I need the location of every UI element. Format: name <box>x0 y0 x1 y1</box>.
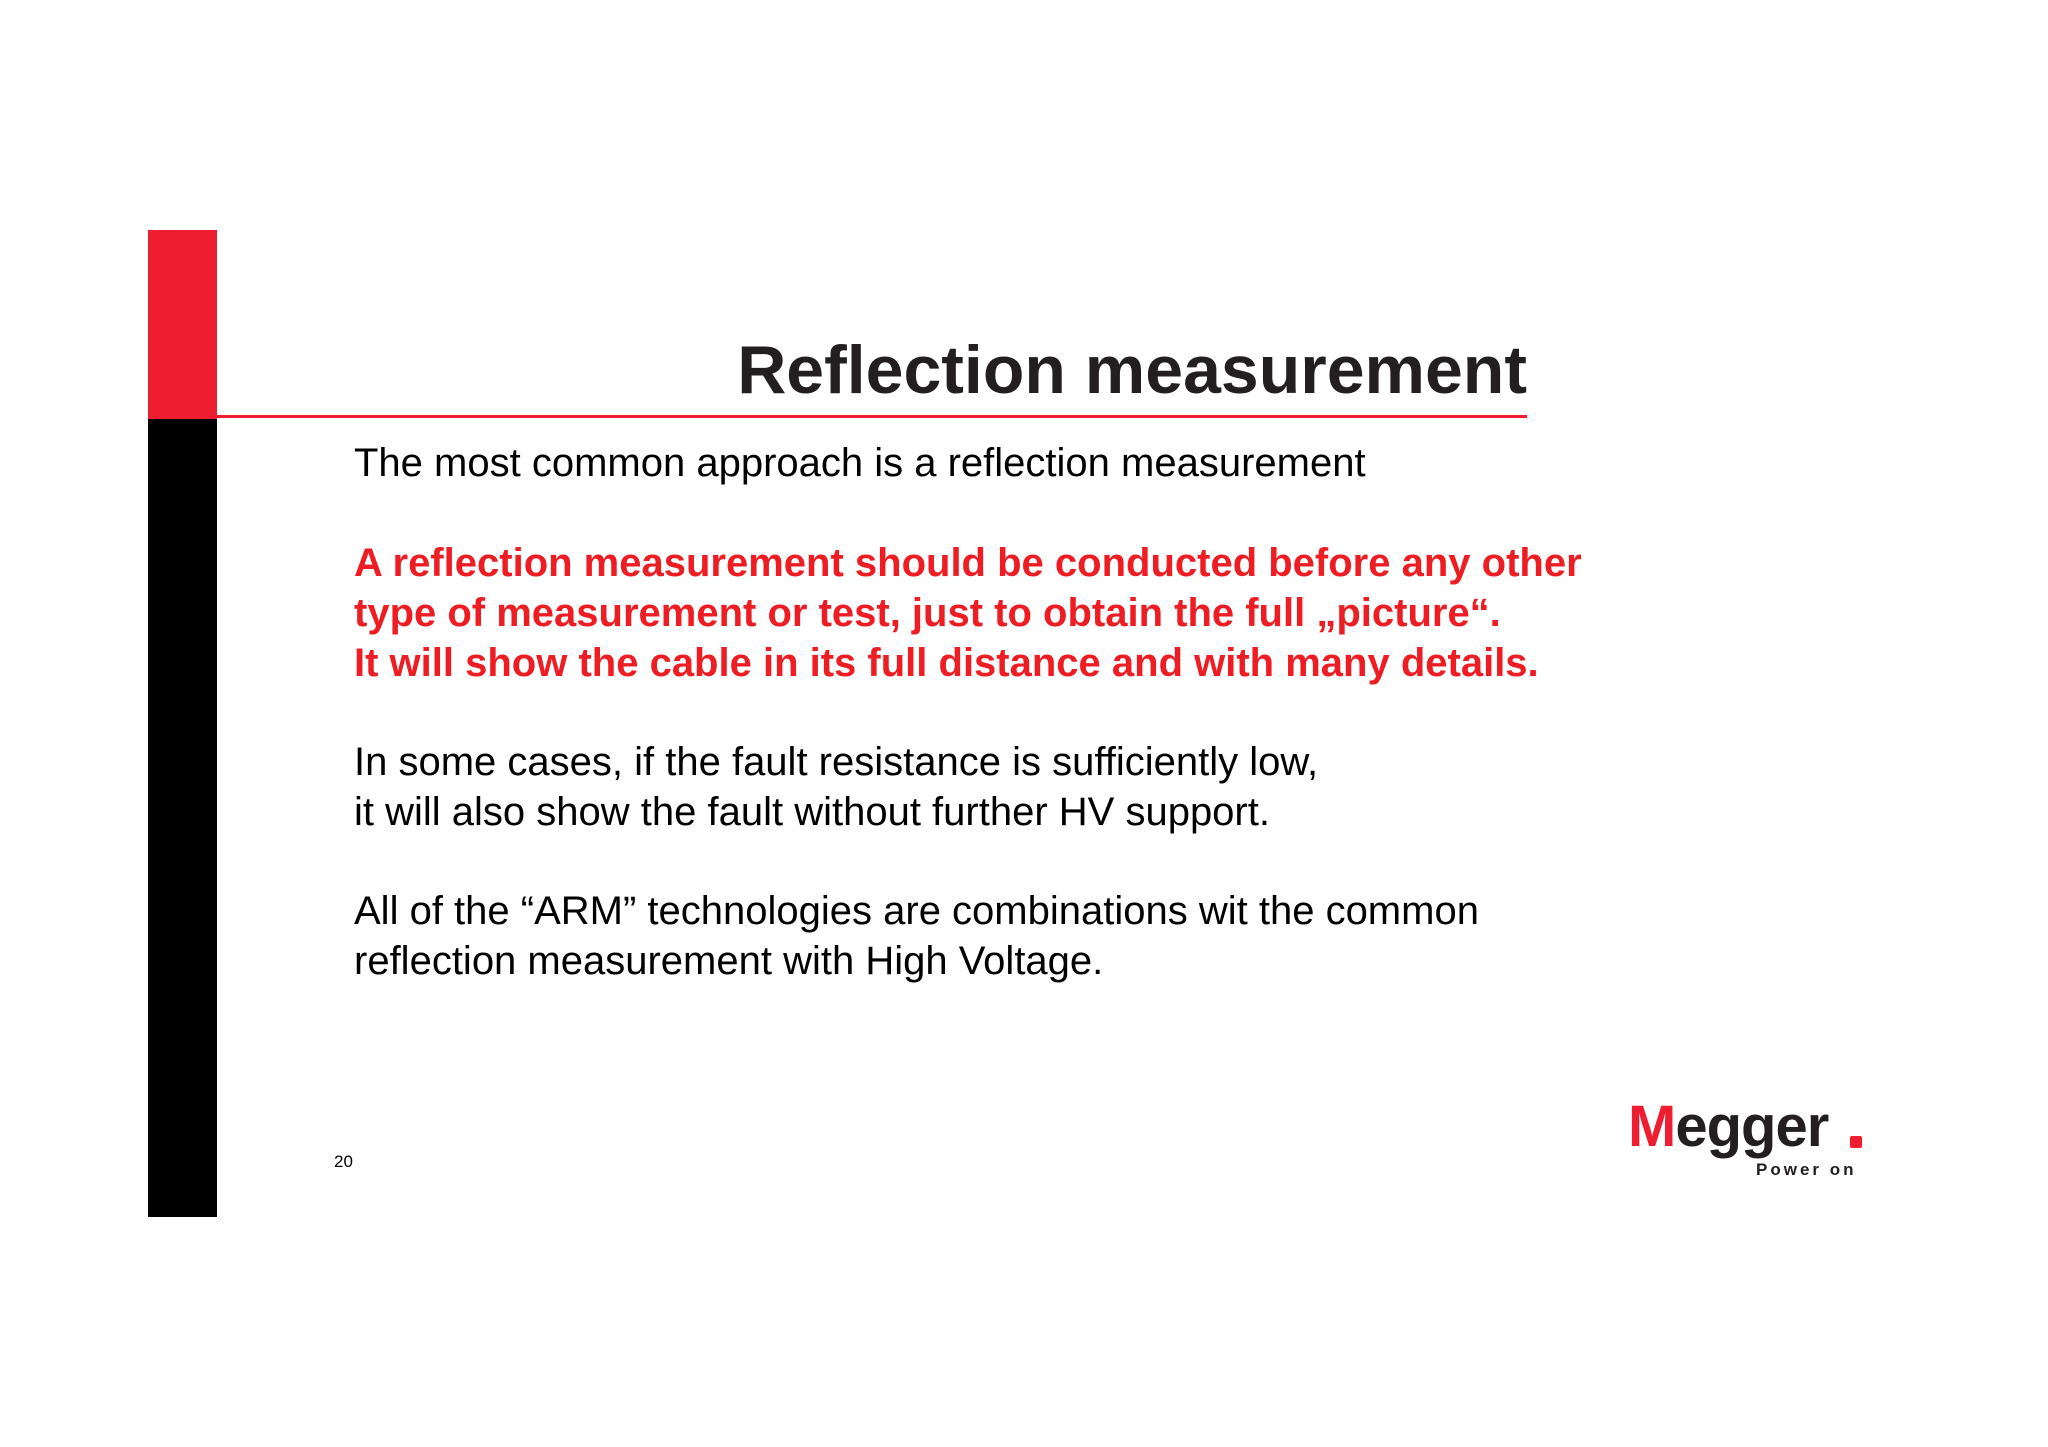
title-underline <box>217 415 1527 418</box>
logo-initial: M <box>1628 1094 1676 1159</box>
paragraph-emphasis <box>354 538 1582 688</box>
accent-bar-black <box>148 419 217 1217</box>
logo-rest: egger <box>1675 1094 1829 1159</box>
slide-title: Reflection measurement <box>737 332 1527 408</box>
megger-logo <box>1628 1095 1868 1185</box>
paragraph-arm <box>354 886 1479 986</box>
logo-wordmark <box>1628 1095 1828 1159</box>
paragraph-fault <box>354 737 1318 837</box>
page-number: 20 <box>334 1152 353 1171</box>
paragraph-line: A reflection measurement should be conducted before any other <box>354 541 1582 585</box>
paragraph-line: The most common approach is a reflection measurement <box>354 441 1366 485</box>
registered-mark-icon <box>1850 1136 1862 1148</box>
paragraph-line: In some cases, if the fault resistance is sufficiently low, <box>354 740 1319 784</box>
paragraph-line: It will show the cable in its full distance and with many details. <box>354 641 1539 685</box>
paragraph-intro <box>354 438 1366 488</box>
logo-tagline: Power on <box>1756 1160 1857 1179</box>
paragraph-line: All of the “ARM” technologies are combinations wit the common <box>354 889 1479 933</box>
paragraph-line: it will also show the fault without further HV support. <box>354 790 1270 834</box>
accent-bar-red <box>148 230 217 419</box>
paragraph-line: reflection measurement with High Voltage. <box>354 939 1104 983</box>
paragraph-line: type of measurement or test, just to obtain the full „picture“. <box>354 591 1501 635</box>
